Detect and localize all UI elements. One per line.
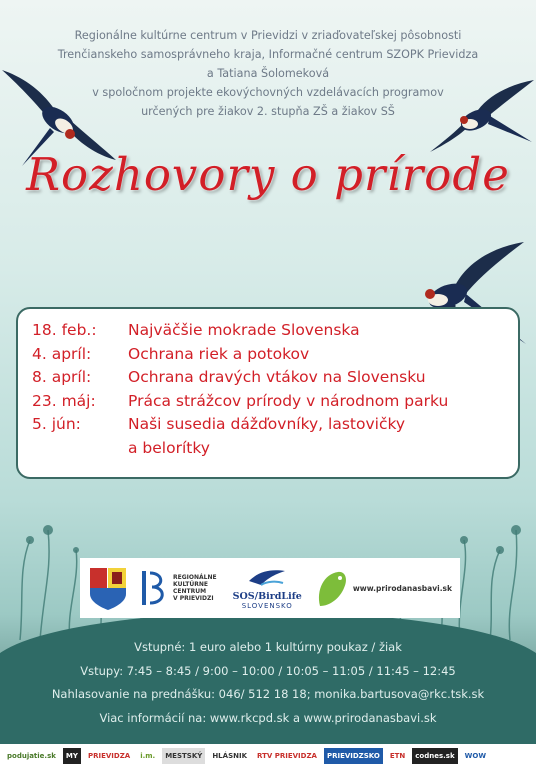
schedule-row — [32, 343, 518, 367]
schedule-topic: Práca strážcov prírody v národnom parku — [128, 391, 449, 410]
sponsor-logo: HLÁSNIK — [212, 752, 247, 760]
schedule-topic: Naši susedia dážďovníky, lastovičky — [128, 415, 406, 433]
prievidza-coat-of-arms-logo — [88, 566, 128, 610]
schedule-date: 4. apríl: — [32, 344, 92, 363]
sponsor-logo: PRIEVIDZSKO — [324, 748, 383, 764]
schedule-date: 5. jún: — [32, 415, 81, 433]
more-info-links: Viac informácií na: www.rkcpd.sk a www.prirodanasbavi.sk — [99, 710, 437, 725]
intro-line: Regionálne kultúrne centrum v Prievidzi v zriaďovateľskej pôsobnosti — [74, 29, 462, 42]
sos-logo-subtitle: SLOVENSKO — [241, 601, 293, 610]
schedule-row — [32, 390, 518, 414]
sponsor-logo: codnes.sk — [412, 748, 457, 764]
prirodanasbavi-logo — [314, 566, 452, 610]
intro-line: a Tatiana Šolomeková — [206, 67, 330, 80]
schedule-topic: Najväčšie mokrade Slovenska — [128, 321, 360, 339]
sos-logo-title: SOS/BirdLife — [232, 590, 302, 602]
schedule-date — [32, 437, 128, 461]
sponsor-logo: PRIEVIDZA — [87, 752, 131, 760]
schedule-topic: Ochrana riek a potokov — [128, 344, 310, 363]
sponsor-logo: podujatie.sk — [7, 752, 56, 760]
schedule-box — [16, 307, 520, 479]
schedule-date: 8. apríl: — [32, 368, 92, 386]
sponsor-logo: MY — [63, 748, 81, 764]
sponsor-logo: RTV PRIEVIDZA — [257, 752, 317, 760]
coat-of-arms-icon — [88, 566, 128, 610]
event-info — [0, 636, 536, 730]
sponsor-logo: i.m. — [140, 752, 156, 760]
rkc-logo — [140, 567, 217, 609]
rkc-line: KULTÚRNE — [173, 581, 208, 588]
rkc-line: CENTRUM — [173, 588, 207, 595]
swallow-right-image — [428, 76, 536, 156]
rkc-logo-text — [173, 574, 217, 602]
rkc-line: REGIONÁLNE — [173, 574, 217, 581]
intro-line: v spoločnom projekte ekovýchovných vzdelávacích programov — [92, 86, 444, 99]
sponsor-logo: WOW — [464, 752, 487, 760]
sponsor-logo: ETN — [389, 752, 406, 760]
schedule-row — [32, 366, 518, 390]
schedule-topic: a belorítky — [128, 438, 210, 457]
prirodanasbavi-url: www.prirodanasbavi.sk — [352, 583, 452, 593]
sos-birdlife-logo — [233, 567, 302, 610]
schedule-row — [32, 413, 518, 437]
green-bird-icon — [314, 566, 350, 610]
schedule-row — [32, 437, 518, 461]
intro-line: určených pre žiakov 2. stupňa ZŠ a žiakov SŠ — [141, 105, 395, 118]
rkc-line: V PRIEVIDZI — [173, 595, 214, 602]
sponsor-logo: MESTSKÝ — [162, 748, 205, 764]
poster-title: Rozhovory o prírode — [26, 148, 510, 201]
schedule-date: 23. máj: — [32, 391, 96, 410]
intro-line: Trenčianskeho samosprávneho kraja, Informačné centrum SZOPK Prievidza — [57, 48, 479, 61]
rkc-mark-icon — [140, 567, 170, 609]
partner-logos — [80, 558, 460, 618]
bird-logo-icon — [247, 567, 287, 587]
schedule-date: 18. feb.: — [32, 321, 97, 339]
sponsor-strip — [0, 744, 536, 768]
entry-fee: Vstupné: 1 euro alebo 1 kultúrny poukaz / žiak — [134, 640, 402, 654]
entry-times: Vstupy: 7:45 – 8:45 / 9:00 – 10:00 / 10:05 – 11:05 / 11:45 – 12:45 — [80, 663, 456, 678]
schedule-row — [32, 319, 518, 343]
registration-contact: Nahlasovanie na prednášku: 046/ 512 18 18; monika.bartusova@rkc.tsk.sk — [51, 687, 485, 701]
schedule-topic: Ochrana dravých vtákov na Slovensku — [128, 368, 426, 386]
